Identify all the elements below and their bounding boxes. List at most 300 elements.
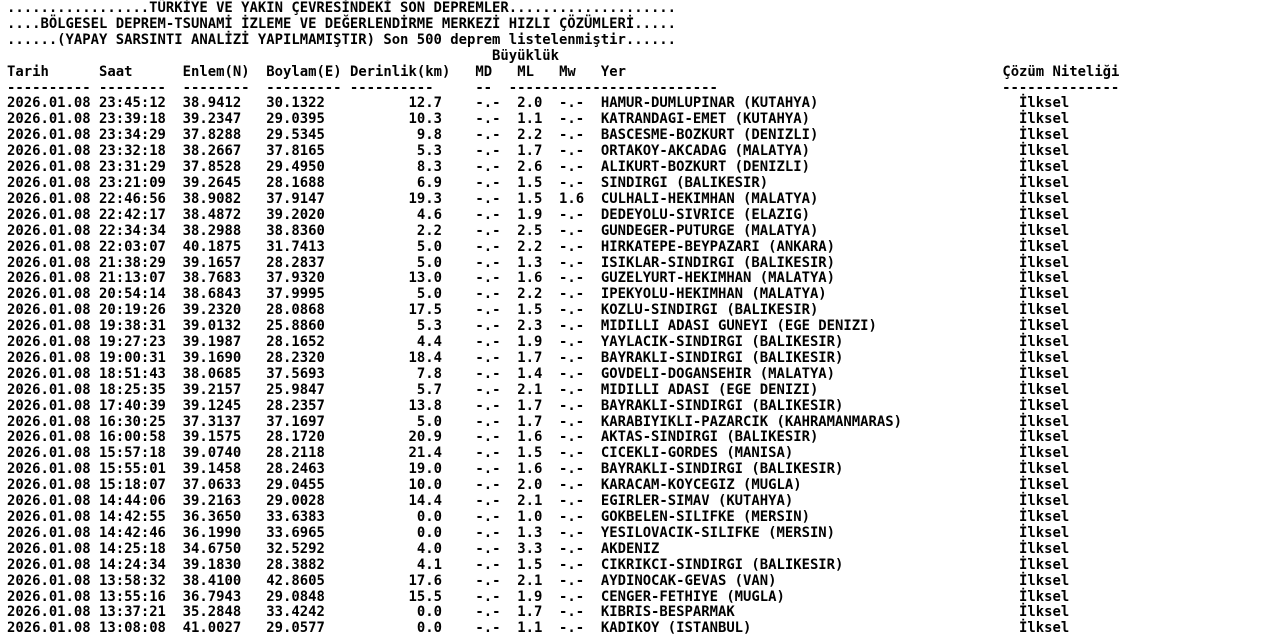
cell-date: 2026.01.08 (7, 238, 91, 255)
cell-date: 2026.01.08 (7, 429, 91, 446)
cell-quality: İlksel (1019, 302, 1070, 319)
cell-location: CIKRIKCI-SINDIRGI (BALIKESIR) (600, 556, 844, 573)
cell-date: 2026.01.08 (7, 524, 91, 541)
cell-quality: İlksel (1019, 222, 1070, 239)
cell-lon: 38.8360 (266, 222, 325, 239)
cell-location: AKTAS-SINDIRGI (BALIKESIR) (600, 429, 819, 446)
cell-ml: 1.7 (517, 604, 543, 621)
cell-md: -.- (475, 254, 501, 271)
cell-depth: 0.0 (416, 524, 442, 541)
cell-time: 18:25:35 (99, 381, 166, 398)
cell-lat: 39.1575 (182, 429, 242, 446)
column-header-lat: Enlem(N) (182, 63, 250, 80)
table-row (7, 350, 1069, 366)
cell-date: 2026.01.08 (7, 286, 91, 303)
earthquake-rows (7, 95, 1069, 636)
cell-lat: 36.7943 (182, 588, 242, 605)
cell-mw: -.- (559, 477, 585, 494)
cell-ml: 1.6 (517, 461, 543, 478)
cell-quality: İlksel (1019, 588, 1070, 605)
table-row (7, 557, 1069, 573)
table-row (7, 191, 1069, 207)
cell-quality: İlksel (1019, 318, 1070, 335)
cell-time: 14:25:18 (99, 540, 166, 557)
cell-time: 18:51:43 (99, 365, 166, 382)
cell-ml: 1.9 (517, 588, 543, 605)
cell-time: 21:13:07 (99, 270, 166, 287)
cell-lon: 28.2118 (266, 445, 325, 462)
cell-depth: 5.0 (416, 254, 442, 271)
cell-time: 21:38:29 (99, 254, 166, 271)
cell-depth: 8.3 (416, 159, 442, 176)
cell-lon: 28.2837 (266, 254, 325, 271)
cell-time: 20:19:26 (99, 302, 166, 319)
cell-depth: 5.3 (416, 143, 442, 160)
cell-md: -.- (475, 143, 501, 160)
cell-md: -.- (475, 572, 501, 589)
cell-date: 2026.01.08 (7, 588, 91, 605)
cell-lat: 39.0132 (182, 318, 242, 335)
table-row (7, 541, 1069, 557)
cell-location: EGIRLER-SIMAV (KUTAHYA) (600, 493, 794, 510)
cell-quality: İlksel (1019, 556, 1070, 573)
cell-lat: 37.0633 (182, 477, 242, 494)
cell-lat: 37.3137 (182, 413, 242, 430)
cell-lat: 39.2320 (182, 302, 242, 319)
cell-location: KADIKOY (ISTANBUL) (600, 620, 752, 636)
cell-quality: İlksel (1019, 95, 1070, 112)
table-row (7, 207, 1069, 223)
cell-time: 14:42:46 (99, 524, 166, 541)
cell-date: 2026.01.08 (7, 572, 91, 589)
table-row (7, 509, 1069, 525)
cell-quality: İlksel (1019, 461, 1070, 478)
table-row (7, 604, 1069, 620)
cell-location: YESILOVACIK-SILIFKE (MERSIN) (600, 524, 836, 541)
cell-date: 2026.01.08 (7, 397, 91, 414)
table-row (7, 127, 1069, 143)
cell-lat: 39.0740 (182, 445, 242, 462)
cell-md: -.- (475, 238, 501, 255)
cell-location: HAMUR-DUMLUPINAR (KUTAHYA) (600, 95, 819, 112)
cell-ml: 1.0 (517, 509, 543, 525)
cell-mw: -.- (559, 429, 585, 446)
column-header-date: Tarih (7, 63, 49, 80)
cell-lon: 32.5292 (266, 540, 325, 557)
cell-time: 13:55:16 (99, 588, 166, 605)
cell-date: 2026.01.08 (7, 381, 91, 398)
cell-location: CULHALI-HEKIMHAN (MALATYA) (600, 190, 819, 207)
cell-time: 15:57:18 (99, 445, 166, 462)
cell-ml: 1.5 (517, 302, 543, 319)
cell-date: 2026.01.08 (7, 159, 91, 176)
cell-time: 16:00:58 (99, 429, 166, 446)
cell-depth: 7.8 (416, 365, 442, 382)
cell-location: SINDIRGI (BALIKESIR) (600, 174, 769, 191)
cell-date: 2026.01.08 (7, 620, 91, 636)
cell-depth: 4.1 (416, 556, 442, 573)
cell-md: -.- (475, 111, 501, 128)
cell-md: -.- (475, 302, 501, 319)
table-row (7, 175, 1069, 191)
cell-depth: 12.7 (408, 95, 442, 112)
header-line-1: .................TÜRKİYE VE YAKIN ÇEVRESİNDEKİ SON DEPREMLER.................... (7, 0, 677, 16)
cell-location: ALIKURT-BOZKURT (DENIZLI) (600, 159, 810, 176)
cell-time: 19:00:31 (99, 349, 166, 366)
cell-lon: 37.1697 (266, 413, 325, 430)
cell-md: -.- (475, 318, 501, 335)
cell-mw: -.- (559, 206, 585, 223)
cell-depth: 15.5 (408, 588, 442, 605)
cell-mw: -.- (559, 254, 585, 271)
cell-mw: -.- (559, 318, 585, 335)
cell-location: BASCESME-BOZKURT (DENIZLI) (600, 127, 819, 144)
cell-depth: 13.8 (408, 397, 442, 414)
table-row (7, 270, 1069, 286)
cell-time: 23:39:18 (99, 111, 166, 128)
table-row (7, 286, 1069, 302)
cell-lon: 29.0848 (266, 588, 325, 605)
cell-time: 13:58:32 (99, 572, 166, 589)
cell-date: 2026.01.08 (7, 334, 91, 351)
cell-time: 20:54:14 (99, 286, 166, 303)
cell-depth: 5.7 (416, 381, 442, 398)
cell-time: 14:24:34 (99, 556, 166, 573)
cell-lat: 40.1875 (182, 238, 242, 255)
table-row (7, 445, 1069, 461)
cell-date: 2026.01.08 (7, 111, 91, 128)
cell-ml: 1.7 (517, 413, 543, 430)
cell-ml: 1.5 (517, 445, 543, 462)
cell-ml: 2.0 (517, 95, 543, 112)
cell-md: -.- (475, 381, 501, 398)
header-line-3: ......(YAPAY SARSINTI ANALİZİ YAPILMAMIŞTIR) Son 500 deprem listelenmiştir...... (7, 31, 677, 48)
cell-md: -.- (475, 509, 501, 525)
table-row (7, 255, 1069, 271)
cell-date: 2026.01.08 (7, 222, 91, 239)
cell-md: -.- (475, 127, 501, 144)
cell-location: MIDILLI ADASI GUNEYI (EGE DENIZI) (600, 318, 877, 335)
table-row (7, 239, 1069, 255)
cell-depth: 4.0 (416, 540, 442, 557)
cell-lon: 28.0868 (266, 302, 325, 319)
column-header-quality: Çözüm Niteliği (1002, 63, 1120, 80)
cell-lat: 35.2848 (182, 604, 242, 621)
table-row (7, 223, 1069, 239)
cell-location: HIRKATEPE-BEYPAZARI (ANKARA) (600, 238, 836, 255)
cell-quality: İlksel (1019, 349, 1070, 366)
cell-location: YAYLACIK-SINDIRGI (BALIKESIR) (600, 334, 844, 351)
cell-time: 23:45:12 (99, 95, 166, 112)
column-header-md: MD (475, 63, 493, 80)
cell-ml: 1.9 (517, 334, 543, 351)
cell-md: -.- (475, 365, 501, 382)
cell-time: 23:31:29 (99, 159, 166, 176)
cell-depth: 5.3 (416, 318, 442, 335)
cell-md: -.- (475, 413, 501, 430)
cell-location: CENGER-FETHIYE (MUGLA) (600, 588, 785, 605)
cell-lon: 28.2320 (266, 349, 325, 366)
cell-lon: 25.9847 (266, 381, 325, 398)
cell-depth: 17.6 (408, 572, 442, 589)
cell-depth: 5.0 (416, 286, 442, 303)
cell-lat: 38.9412 (182, 95, 242, 112)
cell-ml: 2.2 (517, 286, 543, 303)
cell-location: KATRANDAGI-EMET (KUTAHYA) (600, 111, 810, 128)
cell-ml: 2.1 (517, 493, 543, 510)
cell-md: -.- (475, 190, 501, 207)
cell-date: 2026.01.08 (7, 270, 91, 287)
cell-ml: 1.1 (517, 620, 543, 636)
cell-lon: 33.6383 (266, 509, 325, 525)
cell-lon: 29.0577 (266, 620, 325, 636)
cell-lon: 42.8605 (266, 572, 325, 589)
cell-mw: -.- (559, 572, 585, 589)
cell-quality: İlksel (1019, 477, 1070, 494)
cell-lon: 28.2357 (266, 397, 325, 414)
table-row (7, 525, 1069, 541)
cell-lat: 38.2988 (182, 222, 242, 239)
cell-ml: 2.1 (517, 572, 543, 589)
cell-location: KARABIYIKLI-PAZARCIK (KAHRAMANMARAS) (600, 413, 902, 430)
cell-quality: İlksel (1019, 143, 1070, 160)
cell-quality: İlksel (1019, 365, 1070, 382)
cell-date: 2026.01.08 (7, 540, 91, 557)
cell-md: -.- (475, 159, 501, 176)
cell-date: 2026.01.08 (7, 461, 91, 478)
cell-date: 2026.01.08 (7, 477, 91, 494)
cell-date: 2026.01.08 (7, 509, 91, 525)
cell-depth: 20.9 (408, 429, 442, 446)
cell-lon: 29.5345 (266, 127, 325, 144)
cell-date: 2026.01.08 (7, 302, 91, 319)
cell-depth: 21.4 (408, 445, 442, 462)
cell-lon: 25.8860 (266, 318, 325, 335)
cell-lat: 39.1458 (182, 461, 242, 478)
cell-ml: 2.1 (517, 381, 543, 398)
cell-lat: 38.2667 (182, 143, 242, 160)
cell-quality: İlksel (1019, 572, 1070, 589)
cell-ml: 1.5 (517, 174, 543, 191)
table-row (7, 318, 1069, 334)
cell-lat: 41.0027 (182, 620, 242, 636)
cell-date: 2026.01.08 (7, 493, 91, 510)
cell-time: 13:08:08 (99, 620, 166, 636)
cell-time: 23:32:18 (99, 143, 166, 160)
cell-date: 2026.01.08 (7, 206, 91, 223)
cell-time: 22:03:07 (99, 238, 166, 255)
cell-quality: İlksel (1019, 397, 1070, 414)
cell-md: -.- (475, 524, 501, 541)
table-row (7, 461, 1069, 477)
cell-lat: 39.1690 (182, 349, 242, 366)
cell-mw: -.- (559, 127, 585, 144)
cell-ml: 2.2 (517, 238, 543, 255)
cell-mw: -.- (559, 445, 585, 462)
cell-location: CICEKLI-GORDES (MANISA) (600, 445, 794, 462)
cell-lon: 33.4242 (266, 604, 325, 621)
column-header-mw: Mw (559, 63, 576, 80)
magnitude-group-label: Büyüklük (492, 47, 559, 64)
cell-lat: 38.4100 (182, 572, 242, 589)
table-row (7, 159, 1069, 175)
cell-quality: İlksel (1019, 524, 1070, 541)
cell-time: 14:44:06 (99, 493, 166, 510)
cell-lat: 39.1657 (182, 254, 242, 271)
cell-depth: 14.4 (408, 493, 442, 510)
cell-date: 2026.01.08 (7, 318, 91, 335)
cell-location: BAYRAKLI-SINDIRGI (BALIKESIR) (600, 461, 844, 478)
cell-ml: 1.7 (517, 349, 543, 366)
cell-md: -.- (475, 334, 501, 351)
cell-date: 2026.01.08 (7, 445, 91, 462)
cell-location: DEDEYOLU-SIVRICE (ELAZIG) (600, 206, 810, 223)
cell-lon: 39.2020 (266, 206, 325, 223)
cell-date: 2026.01.08 (7, 127, 91, 144)
cell-lon: 33.6965 (266, 524, 325, 541)
column-header-depth: Derinlik(km) (349, 63, 451, 80)
cell-lon: 37.5693 (266, 365, 325, 382)
cell-ml: 1.3 (517, 254, 543, 271)
cell-mw: -.- (559, 365, 585, 382)
cell-lon: 28.2463 (266, 461, 325, 478)
cell-ml: 1.7 (517, 397, 543, 414)
cell-mw: -.- (559, 540, 585, 557)
cell-lat: 37.8288 (182, 127, 242, 144)
cell-date: 2026.01.08 (7, 349, 91, 366)
cell-mw: -.- (559, 620, 585, 636)
cell-quality: İlksel (1019, 493, 1070, 510)
table-row (7, 589, 1069, 605)
cell-location: ISIKLAR-SINDIRGI (BALIKESIR) (600, 254, 836, 271)
cell-depth: 0.0 (416, 509, 442, 525)
cell-md: -.- (475, 174, 501, 191)
cell-md: -.- (475, 95, 501, 112)
cell-date: 2026.01.08 (7, 143, 91, 160)
cell-quality: İlksel (1019, 270, 1070, 287)
cell-lat: 39.1987 (182, 334, 242, 351)
cell-depth: 18.4 (408, 349, 442, 366)
cell-mw: -.- (559, 588, 585, 605)
table-row (7, 143, 1069, 159)
cell-md: -.- (475, 556, 501, 573)
cell-md: -.- (475, 429, 501, 446)
cell-lon: 37.9995 (266, 286, 325, 303)
cell-quality: İlksel (1019, 190, 1070, 207)
cell-quality: İlksel (1019, 111, 1070, 128)
cell-ml: 2.2 (517, 127, 543, 144)
cell-ml: 1.5 (517, 190, 543, 207)
cell-lon: 29.4950 (266, 159, 325, 176)
cell-depth: 19.0 (408, 461, 442, 478)
cell-lat: 39.2645 (182, 174, 242, 191)
cell-ml: 2.0 (517, 477, 543, 494)
cell-ml: 1.6 (517, 270, 543, 287)
cell-date: 2026.01.08 (7, 556, 91, 573)
cell-lon: 37.9320 (266, 270, 325, 287)
cell-ml: 1.5 (517, 556, 543, 573)
column-header-lon: Boylam(E) (266, 63, 342, 80)
table-row (7, 95, 1069, 111)
cell-lon: 37.8165 (266, 143, 325, 160)
cell-mw: 1.6 (559, 190, 585, 207)
cell-location: IPEKYOLU-HEKIMHAN (MALATYA) (600, 286, 827, 303)
table-row (7, 429, 1069, 445)
cell-lon: 29.0395 (266, 111, 325, 128)
cell-lon: 37.9147 (266, 190, 325, 207)
cell-lat: 38.7683 (182, 270, 242, 287)
cell-mw: -.- (559, 461, 585, 478)
cell-quality: İlksel (1019, 604, 1070, 621)
cell-mw: -.- (559, 397, 585, 414)
cell-location: ORTAKOY-AKCADAG (MALATYA) (600, 143, 810, 160)
cell-mw: -.- (559, 270, 585, 287)
table-row (7, 334, 1069, 350)
cell-lat: 39.1245 (182, 397, 242, 414)
cell-quality: İlksel (1019, 206, 1070, 223)
cell-depth: 5.0 (416, 413, 442, 430)
table-row (7, 573, 1069, 589)
cell-location: GUZELYURT-HEKIMHAN (MALATYA) (600, 270, 836, 287)
table-row (7, 620, 1069, 636)
earthquake-listing (7, 1, 1119, 636)
cell-date: 2026.01.08 (7, 604, 91, 621)
cell-quality: İlksel (1019, 127, 1070, 144)
cell-time: 22:42:17 (99, 206, 166, 223)
cell-depth: 0.0 (416, 620, 442, 636)
cell-location: KARACAM-KOYCEGIZ (MUGLA) (600, 477, 802, 494)
cell-depth: 19.3 (408, 190, 442, 207)
cell-mw: -.- (559, 604, 585, 621)
cell-time: 13:37:21 (99, 604, 166, 621)
cell-date: 2026.01.08 (7, 254, 91, 271)
cell-md: -.- (475, 588, 501, 605)
cell-ml: 1.9 (517, 206, 543, 223)
cell-time: 14:42:55 (99, 509, 166, 525)
cell-lon: 28.1720 (266, 429, 325, 446)
cell-lat: 39.2163 (182, 493, 242, 510)
cell-location: MIDILLI ADASI (EGE DENIZI) (600, 381, 819, 398)
cell-ml: 2.3 (517, 318, 543, 335)
cell-md: -.- (475, 286, 501, 303)
cell-mw: -.- (559, 174, 585, 191)
cell-depth: 17.5 (408, 302, 442, 319)
cell-mw: -.- (559, 95, 585, 112)
cell-depth: 13.0 (408, 270, 442, 287)
cell-depth: 4.4 (416, 334, 442, 351)
cell-mw: -.- (559, 286, 585, 303)
cell-lat: 36.1990 (182, 524, 242, 541)
table-row (7, 302, 1069, 318)
cell-lon: 28.3882 (266, 556, 325, 573)
cell-location: AYDINOCAK-GEVAS (VAN) (600, 572, 777, 589)
cell-lon: 29.0028 (266, 493, 325, 510)
table-row (7, 366, 1069, 382)
cell-mw: -.- (559, 524, 585, 541)
cell-quality: İlksel (1019, 540, 1070, 557)
cell-time: 23:34:29 (99, 127, 166, 144)
cell-md: -.- (475, 604, 501, 621)
cell-date: 2026.01.08 (7, 190, 91, 207)
table-row (7, 111, 1069, 127)
cell-mw: -.- (559, 493, 585, 510)
cell-mw: -.- (559, 238, 585, 255)
cell-depth: 6.9 (416, 174, 442, 191)
cell-lon: 28.1652 (266, 334, 325, 351)
cell-location: BAYRAKLI-SINDIRGI (BALIKESIR) (600, 397, 844, 414)
cell-mw: -.- (559, 222, 585, 239)
cell-time: 15:18:07 (99, 477, 166, 494)
